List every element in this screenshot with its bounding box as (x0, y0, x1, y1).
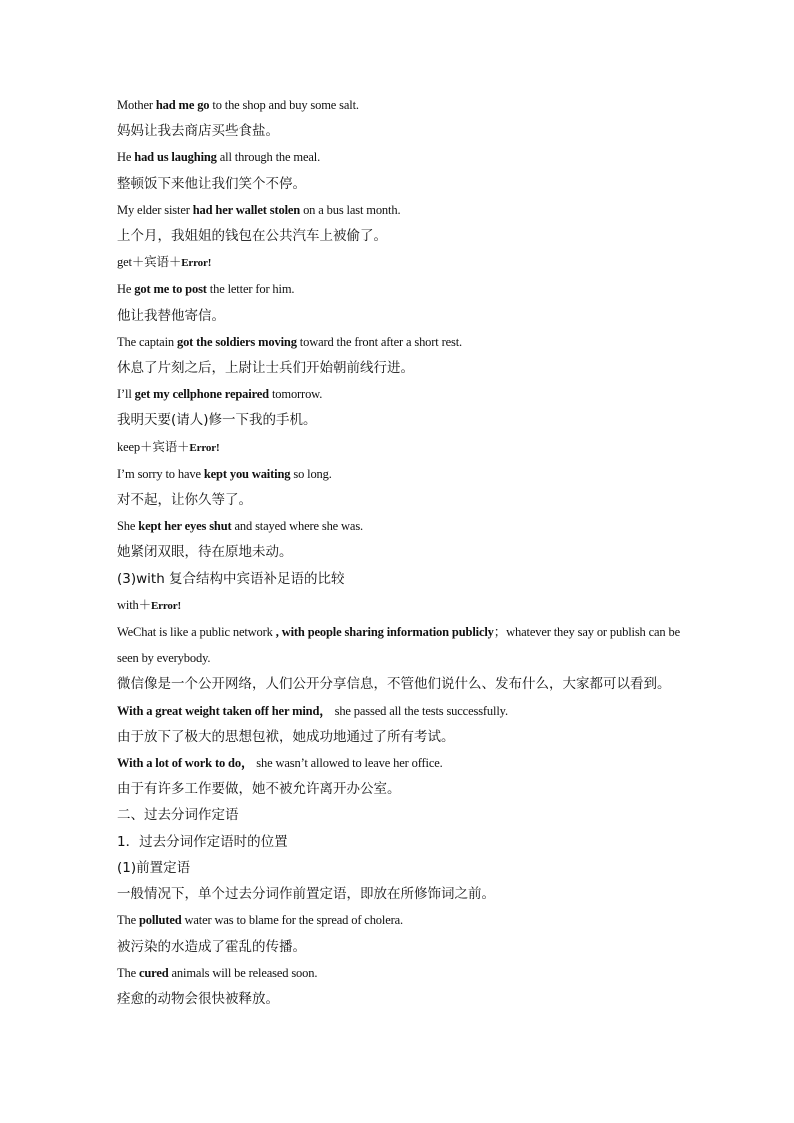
bold-phrase: kept you waiting (203, 466, 291, 481)
chinese-line (117, 487, 687, 513)
text-run: 休息了片刻之后，上尉让士兵们开始朝前线行进。 (117, 360, 414, 377)
chinese-line (117, 118, 687, 144)
chinese-line (117, 223, 687, 249)
text-run: toward the front after a short rest. (296, 334, 463, 349)
text-run: water was to blame for the spread of cholera. (181, 913, 404, 928)
text-run: 上个月，我姐姐的钱包在公共汽车上被偷了。 (117, 228, 387, 245)
text-run: 妈妈让我去商店买些食盐。 (117, 123, 279, 140)
text-run: Mother (117, 98, 156, 112)
text-run: 一般情况下，单个过去分词作前置定语，即放在所修饰词之前。 (117, 886, 495, 903)
text-run: tomorrow. (268, 387, 323, 402)
error-field: Error! (189, 441, 220, 454)
bold-phrase: , with people sharing information publicly (275, 625, 494, 640)
text-run: on a bus last month. (300, 202, 401, 217)
bold-phrase: got me to post (134, 282, 207, 297)
chinese-line (117, 566, 687, 592)
text-run: She (117, 519, 139, 534)
english-line (117, 619, 687, 671)
text-run: 她紧闭双眼，待在原地未动。 (117, 544, 293, 561)
bold-phrase: got the soldiers moving (176, 334, 297, 349)
text-run: He (117, 282, 135, 297)
bold-phrase: had us laughing (134, 150, 217, 165)
text-run: The (117, 913, 139, 928)
text-run: 被污染的水造成了霍乱的传播。 (117, 938, 306, 955)
chinese-line (117, 986, 687, 1012)
bold-phrase: had me go (155, 98, 210, 112)
text-run: 对不起，让你久等了。 (117, 492, 252, 509)
text-run: 他让我替他寄信。 (117, 307, 225, 324)
text-run: get＋宾语＋ (117, 255, 182, 270)
text-run: I’ll (117, 387, 135, 402)
english-line (117, 276, 687, 302)
bold-phrase: get my cellphone repaired (134, 387, 269, 402)
english-line (117, 960, 687, 986)
text-run: 1．过去分词作定语时的位置 (117, 833, 288, 850)
english-line (117, 907, 687, 933)
text-run: 二、过去分词作定语 (117, 807, 239, 824)
english-line (117, 434, 687, 461)
text-run: keep＋宾语＋ (117, 439, 190, 454)
text-run: she passed all the tests successfully. (331, 703, 508, 718)
text-run: 微信像是一个公开网络，人们公开分享信息，不管他们说什么、发布什么，大家都可以看到。 (117, 676, 671, 693)
english-line (117, 513, 687, 539)
english-line (117, 329, 687, 355)
text-run: animals will be released soon. (168, 965, 318, 980)
text-run: (3)with 复合结构中宾语补足语的比较 (117, 570, 345, 587)
error-field: Error! (150, 599, 182, 612)
text-run: He (117, 150, 135, 165)
text-run: WeChat is like a public network (117, 625, 276, 640)
text-run: The captain (117, 334, 177, 349)
text-run: 由于放下了极大的思想包袱，她成功地通过了所有考试。 (117, 728, 455, 745)
text-run: 痊愈的动物会很快被释放。 (117, 990, 279, 1007)
chinese-line (117, 881, 687, 907)
bold-phrase: cured (138, 965, 169, 980)
text-run: 整顿饭下来他让我们笑个不停。 (117, 175, 306, 192)
text-run: and stayed where she was. (231, 519, 364, 534)
text-run: to the shop and buy some salt. (209, 98, 359, 112)
chinese-line (117, 802, 687, 828)
chinese-line (117, 855, 687, 881)
chinese-line (117, 724, 687, 750)
english-line (117, 144, 687, 170)
text-run: (1)前置定语 (117, 859, 191, 876)
english-line (117, 750, 687, 776)
english-line (117, 698, 687, 724)
text-run: I’m sorry to have (117, 466, 204, 481)
bold-phrase: kept her eyes shut (138, 519, 232, 534)
document-body (117, 92, 687, 1012)
error-field: Error! (181, 257, 212, 270)
chinese-line (117, 303, 687, 329)
chinese-line (117, 776, 687, 802)
english-line (117, 249, 687, 276)
chinese-line (117, 671, 687, 697)
text-run: 我明天要(请人)修一下我的手机。 (117, 412, 317, 429)
text-run: ；whatever they say or publish can be seen by everybody. (117, 625, 681, 666)
text-run: the letter for him. (206, 282, 295, 297)
bold-phrase: With a great weight taken off her mind， (117, 703, 332, 718)
chinese-line (117, 407, 687, 433)
english-line (117, 197, 687, 223)
chinese-line (117, 539, 687, 565)
english-line (117, 592, 687, 619)
text-run: My elder sister (117, 202, 193, 217)
english-line (117, 461, 687, 487)
text-run: 由于有许多工作要做，她不被允许离开办公室。 (117, 781, 401, 798)
english-line (117, 92, 687, 118)
bold-phrase: had her wallet stolen (192, 202, 301, 217)
text-run: with＋ (117, 597, 151, 612)
text-run: she wasn’t allowed to leave her office. (253, 756, 443, 771)
chinese-line (117, 934, 687, 960)
bold-phrase: With a lot of work to do， (117, 756, 254, 771)
english-line (117, 381, 687, 407)
text-run: so long. (290, 466, 332, 481)
chinese-line (117, 171, 687, 197)
text-run: all through the meal. (216, 150, 321, 165)
text-run: The (117, 965, 139, 980)
chinese-line (117, 355, 687, 381)
chinese-line (117, 829, 687, 855)
bold-phrase: polluted (138, 913, 182, 928)
